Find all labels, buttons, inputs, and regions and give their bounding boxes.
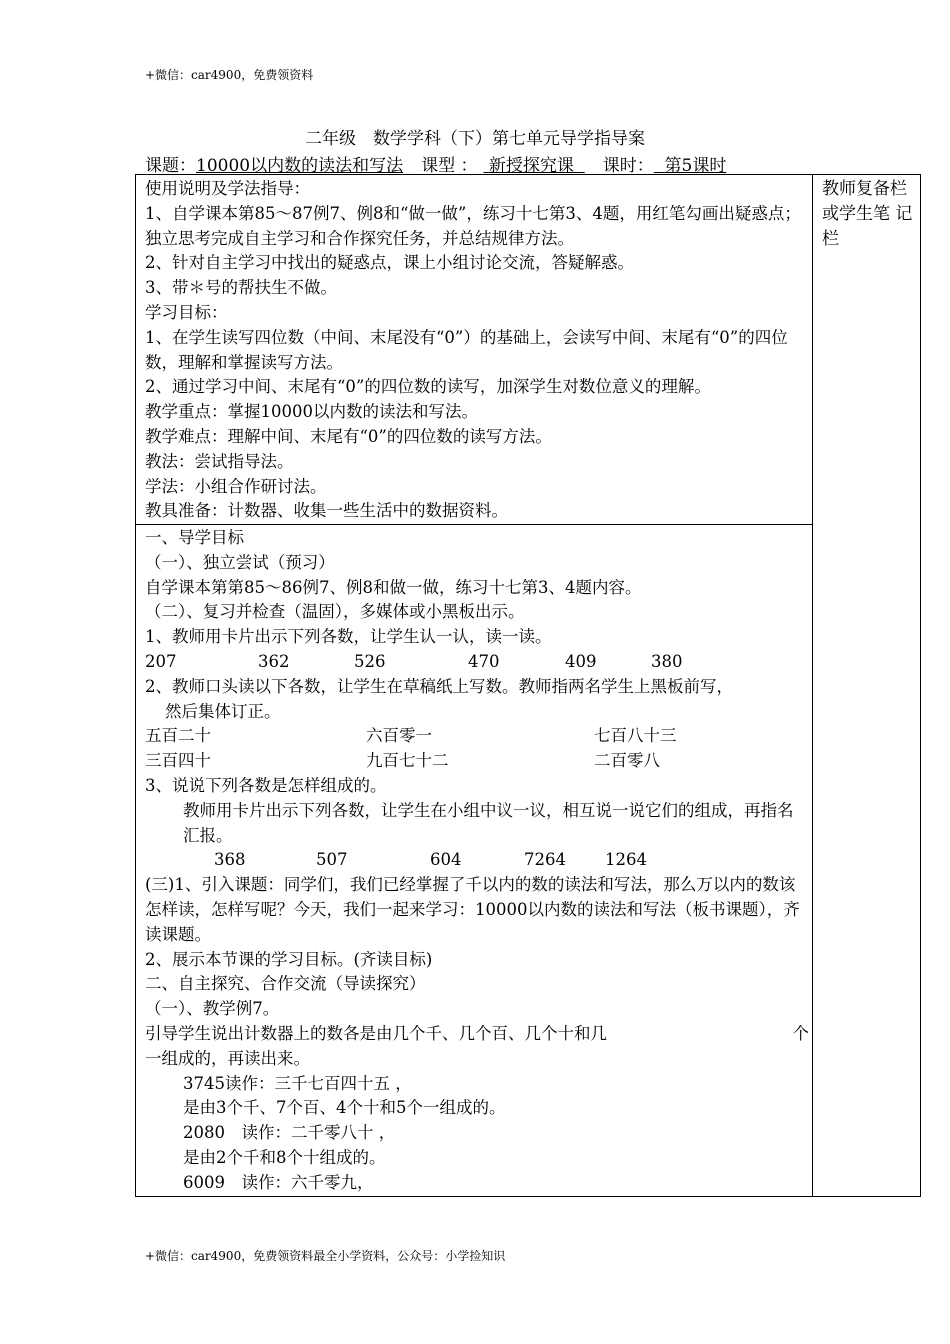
instruction-line: 1、在学生读写四位数（中间、末尾没有“0”）的基础上，会读写中间、末尾有“0”的四位数，理解和掌握读写方法。 [145, 327, 788, 372]
word-item: 六百零一 [366, 726, 432, 746]
number-item: 7264 [524, 850, 566, 870]
procedure-line: 6009 读作：六千零九， [183, 1172, 374, 1192]
number-item: 368 [214, 850, 246, 870]
type-value: 新授探究课 [488, 156, 574, 176]
number-item: 507 [316, 850, 348, 870]
procedure-line: 然后集体订正。 [165, 701, 281, 721]
header-text: +微信：car4900，免费领资料 [145, 68, 314, 82]
number-row [145, 650, 809, 675]
guide-table [135, 174, 921, 1197]
procedure-line: 一、导学目标 [145, 528, 244, 547]
procedure-line: 3745读作：三千七百四十五 ， [183, 1073, 412, 1093]
number-item: 362 [258, 651, 290, 671]
number-item: 526 [354, 651, 386, 671]
procedure-line: 2080 读作：二千零八十 ， [183, 1123, 396, 1143]
procedure-line: 2、展示本节课的学习目标。(齐读目标) [145, 949, 433, 969]
number-item: 470 [468, 651, 500, 671]
words-row [145, 724, 809, 749]
number-item: 207 [145, 651, 177, 671]
footer-text: +微信：car4900，免费领资料最全小学资料，公众号：小学捡知识 [145, 1249, 506, 1263]
period-label: 课时： [602, 156, 654, 176]
number-item: 1264 [605, 850, 647, 870]
period-value: 第5课时 [664, 156, 727, 176]
procedure-line: (三)1、引入课题：同学们，我们已经掌握了千以内的数的读法和写法，那么万以内的数该怎样读，怎样写呢？今天，我们一起来学习：10000以内数的读法和写法（板书课题），齐读课题。 [145, 875, 800, 944]
procedure-line: （二）、复习并检查（温固），多媒体或小黑板出示。 [145, 602, 525, 622]
instruction-line: 教学难点：理解中间、末尾有“0”的四位数的读写方法。 [145, 426, 552, 446]
procedure-line: （一）、独立尝试（预习） [145, 552, 335, 572]
procedure-line: 是由2个千和8个十组成的。 [183, 1147, 386, 1167]
procedure-line [145, 1022, 809, 1047]
words-row [145, 749, 809, 774]
instruction-line: 学法：小组合作研讨法。 [145, 476, 327, 496]
procedure-line: 3、说说下列各数是怎样组成的。 [145, 775, 387, 795]
number-item: 409 [565, 651, 597, 671]
instruction-line: 教法：尝试指导法。 [145, 451, 294, 471]
word-item: 七百八十三 [594, 726, 677, 746]
procedure-line: 自学课本第第85～86例7、例8和做一做，练习十七第3、4题内容。 [145, 577, 642, 597]
topic-value: 10000以内数的读法和写法 [196, 156, 404, 176]
side-note-column: 教师复备栏或学生笔 记 栏 [822, 179, 913, 249]
word-item: 五百二十 [145, 726, 211, 746]
procedure-line: 是由3个千、7个百、4个十和5个一组成的。 [183, 1098, 506, 1118]
instruction-line: 学习目标： [145, 302, 228, 322]
word-item: 二百零八 [594, 751, 660, 771]
procedure-line-right: 个 [792, 1023, 809, 1043]
instruction-line: 2、针对自主学习中找出的疑惑点，课上小组讨论交流，答疑解惑。 [145, 253, 634, 273]
instruction-line: 教学重点：掌握10000以内数的读法和写法。 [145, 402, 478, 422]
instruction-line: 1、自学课本第85～87例7、例8和“做一做”，练习十七第3、4题，用红笔勾画出疑惑点；独立思考完成自主学习和合作探究任务，并总结规律方法。 [145, 203, 801, 248]
instruction-line: 教具准备：计数器、收集一些生活中的数据资料。 [145, 501, 508, 521]
procedure-line: 二、自主探究、合作交流（导读探究） [145, 974, 426, 994]
word-item: 九百七十二 [366, 751, 449, 771]
procedure-line: 教师用卡片出示下列各数，让学生在小组中议一议，相互说一说它们的组成，再指名汇报。 [183, 800, 794, 845]
page-title: 二年级 数学学科（下）第七单元导学指导案 [305, 129, 645, 149]
number-row [145, 848, 809, 873]
number-item: 380 [651, 651, 683, 671]
procedure-line-left: 引导学生说出计数器上的数各是由几个千、几个百、几个十和几 [145, 1023, 607, 1043]
procedure-cell [145, 526, 809, 1196]
procedure-line: 2、教师口头读以下各数，让学生在草稿纸上写数。教师指两名学生上黑板前写， [145, 676, 733, 696]
type-label: 课型 ： [421, 156, 478, 176]
column-divider [812, 175, 813, 1196]
instruction-line: 3、带＊号的帮扶生不做。 [145, 278, 337, 298]
procedure-line: 一组成的，再读出来。 [145, 1048, 310, 1068]
procedure-line: （一）、教学例7。 [145, 999, 280, 1019]
word-item: 三百四十 [145, 751, 211, 771]
procedure-line: 1、教师用卡片出示下列各数，让学生认一认，读一读。 [145, 627, 552, 647]
instruction-line: 2、通过学习中间、末尾有“0”的四位数的读写，加深学生对数位意义的理解。 [145, 377, 711, 397]
topic-label: 课题： [145, 156, 196, 176]
number-item: 604 [430, 850, 462, 870]
lesson-meta [145, 151, 726, 176]
instructions-cell [145, 177, 809, 524]
instruction-line: 使用说明及学法指导： [145, 179, 310, 198]
